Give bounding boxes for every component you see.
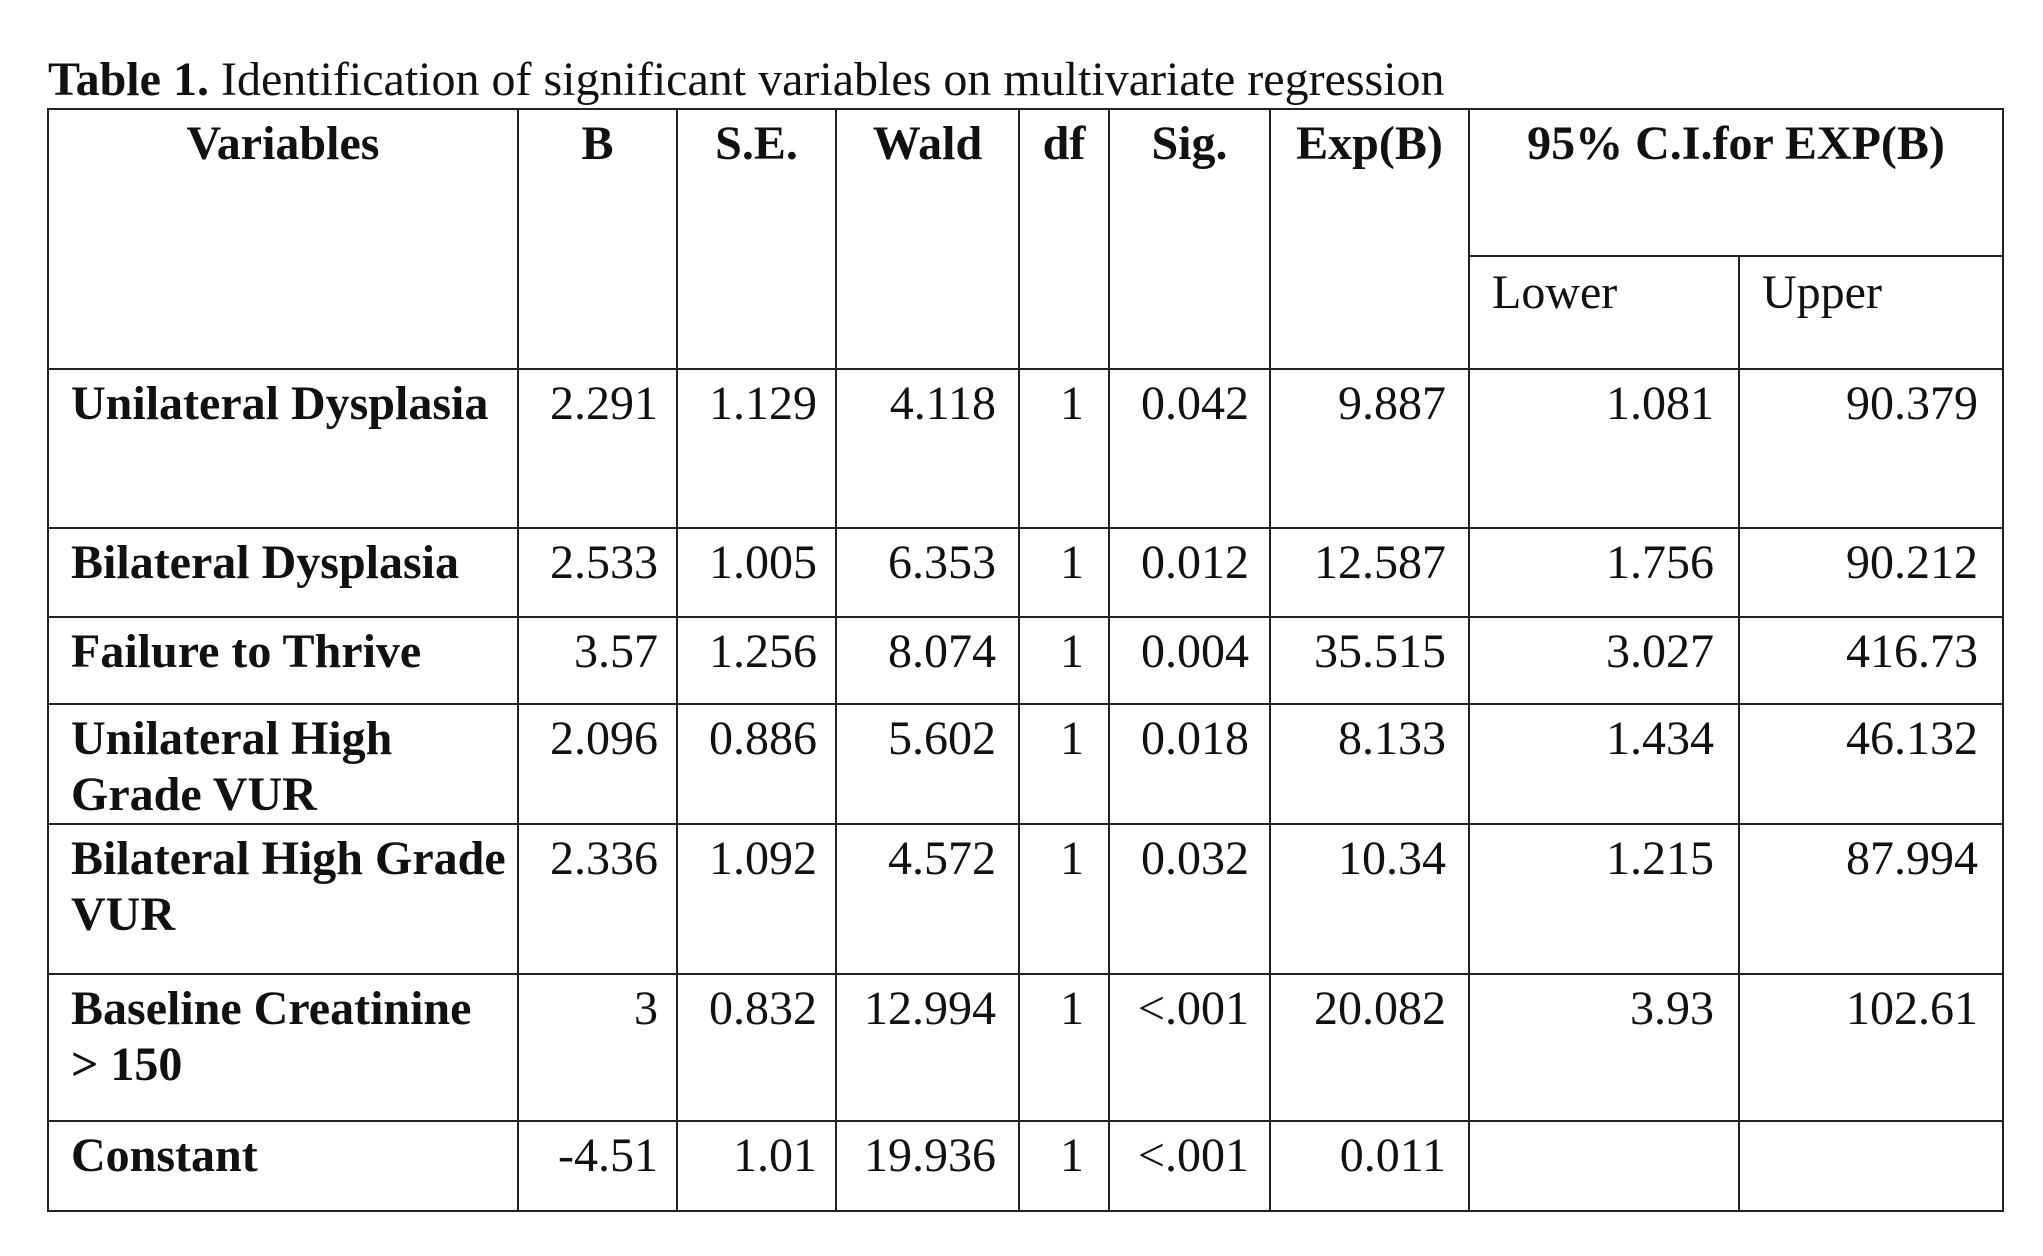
cell-variable: Bilateral Dysplasia [48,528,518,617]
table-row [48,1121,2003,1211]
cell-sig: <.001 [1109,974,1270,1121]
cell-variable: Baseline Creatinine > 150 [48,974,518,1121]
caption-label: Table 1. [48,53,209,106]
cell-sig: 0.018 [1109,704,1270,824]
cell-sig: 0.012 [1109,528,1270,617]
header-df: df [1019,109,1109,369]
header-se: S.E. [677,109,836,369]
cell-b: 3 [518,974,677,1121]
cell-lower: 1.081 [1469,369,1739,528]
cell-se: 0.886 [677,704,836,824]
header-ci: 95% C.I.for EXP(B) [1469,109,2003,256]
cell-expb: 0.011 [1270,1121,1469,1211]
cell-expb: 12.587 [1270,528,1469,617]
cell-se: 1.129 [677,369,836,528]
header-upper: Upper [1739,256,2003,369]
cell-expb: 8.133 [1270,704,1469,824]
cell-wald: 12.994 [836,974,1019,1121]
cell-expb: 35.515 [1270,617,1469,704]
cell-lower: 1.756 [1469,528,1739,617]
cell-wald: 5.602 [836,704,1019,824]
cell-wald: 4.118 [836,369,1019,528]
cell-upper: 87.994 [1739,824,2003,974]
cell-upper: 90.379 [1739,369,2003,528]
table-row [48,528,2003,617]
cell-wald: 6.353 [836,528,1019,617]
cell-df: 1 [1019,704,1109,824]
cell-upper: 46.132 [1739,704,2003,824]
cell-variable: Constant [48,1121,518,1211]
cell-upper: 90.212 [1739,528,2003,617]
table-caption [48,52,1445,108]
header-sig: Sig. [1109,109,1270,369]
cell-wald: 8.074 [836,617,1019,704]
cell-se: 1.005 [677,528,836,617]
cell-lower: 1.434 [1469,704,1739,824]
cell-sig: 0.042 [1109,369,1270,528]
regression-table [47,108,2004,1212]
cell-expb: 20.082 [1270,974,1469,1121]
table-row [48,704,2003,824]
cell-b: 2.336 [518,824,677,974]
cell-b: 2.291 [518,369,677,528]
cell-variable: Unilateral Dysplasia [48,369,518,528]
header-lower: Lower [1469,256,1739,369]
cell-lower: 3.027 [1469,617,1739,704]
table-row [48,617,2003,704]
cell-df: 1 [1019,617,1109,704]
cell-lower: 1.215 [1469,824,1739,974]
header-wald: Wald [836,109,1019,369]
cell-wald: 19.936 [836,1121,1019,1211]
cell-b: 2.533 [518,528,677,617]
cell-se: 1.092 [677,824,836,974]
cell-df: 1 [1019,824,1109,974]
cell-upper: 102.61 [1739,974,2003,1121]
cell-sig: 0.004 [1109,617,1270,704]
cell-b: 2.096 [518,704,677,824]
cell-df: 1 [1019,1121,1109,1211]
cell-upper [1739,1121,2003,1211]
table-row [48,824,2003,974]
cell-se: 1.256 [677,617,836,704]
cell-variable: Bilateral High Grade VUR [48,824,518,974]
table-row [48,974,2003,1121]
cell-b: -4.51 [518,1121,677,1211]
cell-df: 1 [1019,974,1109,1121]
header-row [48,109,2003,256]
cell-b: 3.57 [518,617,677,704]
header-b: B [518,109,677,369]
cell-sig: 0.032 [1109,824,1270,974]
cell-df: 1 [1019,369,1109,528]
cell-lower [1469,1121,1739,1211]
cell-variable: Unilateral High Grade VUR [48,704,518,824]
cell-lower: 3.93 [1469,974,1739,1121]
cell-upper: 416.73 [1739,617,2003,704]
cell-se: 1.01 [677,1121,836,1211]
header-variables: Variables [48,109,518,369]
cell-sig: <.001 [1109,1121,1270,1211]
caption-text: Identification of significant variables on multivariate regression [220,53,1445,106]
cell-variable: Failure to Thrive [48,617,518,704]
cell-se: 0.832 [677,974,836,1121]
table-row [48,369,2003,528]
cell-df: 1 [1019,528,1109,617]
header-expb: Exp(B) [1270,109,1469,369]
cell-wald: 4.572 [836,824,1019,974]
cell-expb: 9.887 [1270,369,1469,528]
cell-expb: 10.34 [1270,824,1469,974]
